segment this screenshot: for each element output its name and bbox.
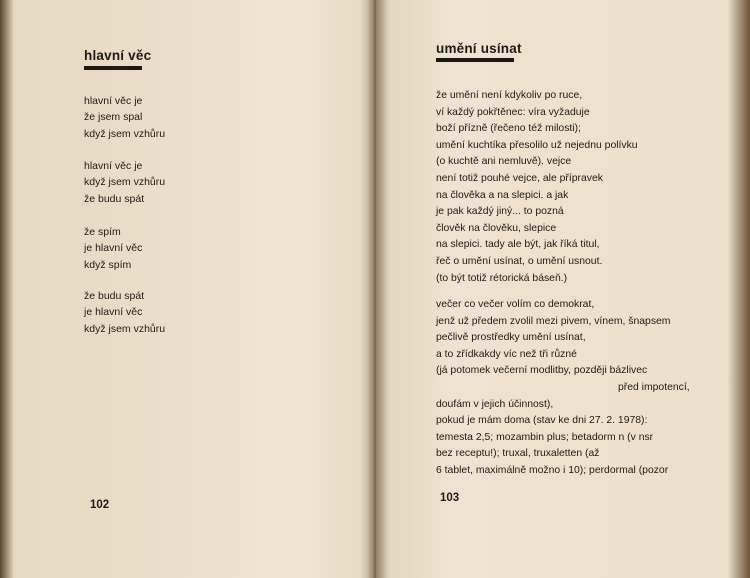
left-poem-title: hlavní věc bbox=[84, 48, 152, 63]
right-page-number: 103 bbox=[440, 492, 460, 504]
poem-line: že budu spát bbox=[84, 290, 145, 302]
poem-line: doufám v jejich účinnost), bbox=[436, 398, 554, 410]
poem-line: bez receptu!); truxal, truxaletten (až bbox=[436, 448, 600, 460]
poem-line: na člověka a na slepici. a jak bbox=[436, 189, 569, 201]
poem-line: večer co večer volím co demokrat, bbox=[436, 299, 595, 310]
right-stanza-1 bbox=[436, 88, 638, 287]
left-page-number: 102 bbox=[90, 499, 110, 511]
poem-line: před impotencí, bbox=[618, 381, 690, 393]
poem-line: a to zřídkakdy víc než tři různé bbox=[436, 348, 577, 360]
poem-line: na slepici. tady ale být, jak říká titul, bbox=[436, 239, 600, 251]
poem-line: že jsem spal bbox=[84, 111, 143, 124]
poem-line: je pak každý jiný... to pozná bbox=[436, 206, 564, 218]
poem-line: (já potomek večerní modlitby, později bázlivec bbox=[436, 365, 648, 377]
left-page bbox=[0, 0, 372, 578]
poem-line: ví každý pokřtěnec: víra vyžaduje bbox=[436, 106, 590, 118]
poem-line: 6 tablet, maximálně možno i 10); perdormal (pozor bbox=[436, 464, 669, 476]
poem-line: člověk na člověku, slepice bbox=[436, 222, 557, 234]
poem-line: pokud je mám doma (stav ke dni 27. 2. 1978): bbox=[436, 415, 648, 427]
right-page bbox=[378, 0, 750, 578]
poem-line: řeč o umění usínat, o umění usnout. bbox=[436, 255, 603, 267]
poem-line: když spím bbox=[84, 258, 132, 271]
poem-line: když jsem vzhůru bbox=[84, 322, 166, 335]
poem-line: hlavní věc je bbox=[84, 95, 143, 107]
left-stanza-4 bbox=[84, 288, 165, 337]
poem-line: že budu spát bbox=[84, 192, 145, 205]
right-title-rule bbox=[436, 58, 514, 62]
poem-line: že umění není kdykoliv po ruce, bbox=[436, 90, 583, 101]
poem-line: (o kuchtě ani nemluvě). vejce bbox=[436, 156, 572, 168]
poem-line: jenž už předem zvolil mezi pivem, vínem, šnapsem bbox=[436, 315, 671, 327]
poem-line: hlavní věc je bbox=[84, 160, 143, 172]
poem-line: je hlavní věc bbox=[84, 306, 143, 319]
poem-line: (to být totiž rétorická báseň.) bbox=[436, 272, 568, 284]
poem-line: že spím bbox=[84, 226, 121, 238]
poem-line: když jsem vzhůru bbox=[84, 127, 166, 140]
left-stanza-2 bbox=[84, 158, 165, 207]
right-stanza-2 bbox=[436, 297, 690, 480]
poem-line: temesta 2,5; mozambin plus; betadorm n (v nsr bbox=[436, 431, 654, 443]
poem-line: boží přízně (řečeno též milosti); bbox=[436, 123, 581, 135]
left-stanza-1 bbox=[84, 93, 165, 142]
left-title-rule bbox=[84, 66, 142, 70]
poem-line: umění kuchtíka přesolilo už nejednu polívku bbox=[436, 139, 638, 151]
poem-line: je hlavní věc bbox=[84, 242, 143, 255]
poem-line: pečlivě prostředky umění usínat, bbox=[436, 332, 586, 344]
poem-line: není totiž pouhé vejce, ale přípravek bbox=[436, 172, 603, 184]
right-poem-title: umění usínat bbox=[436, 41, 522, 56]
poem-line: když jsem vzhůru bbox=[84, 176, 166, 189]
left-stanza-3 bbox=[84, 224, 142, 273]
